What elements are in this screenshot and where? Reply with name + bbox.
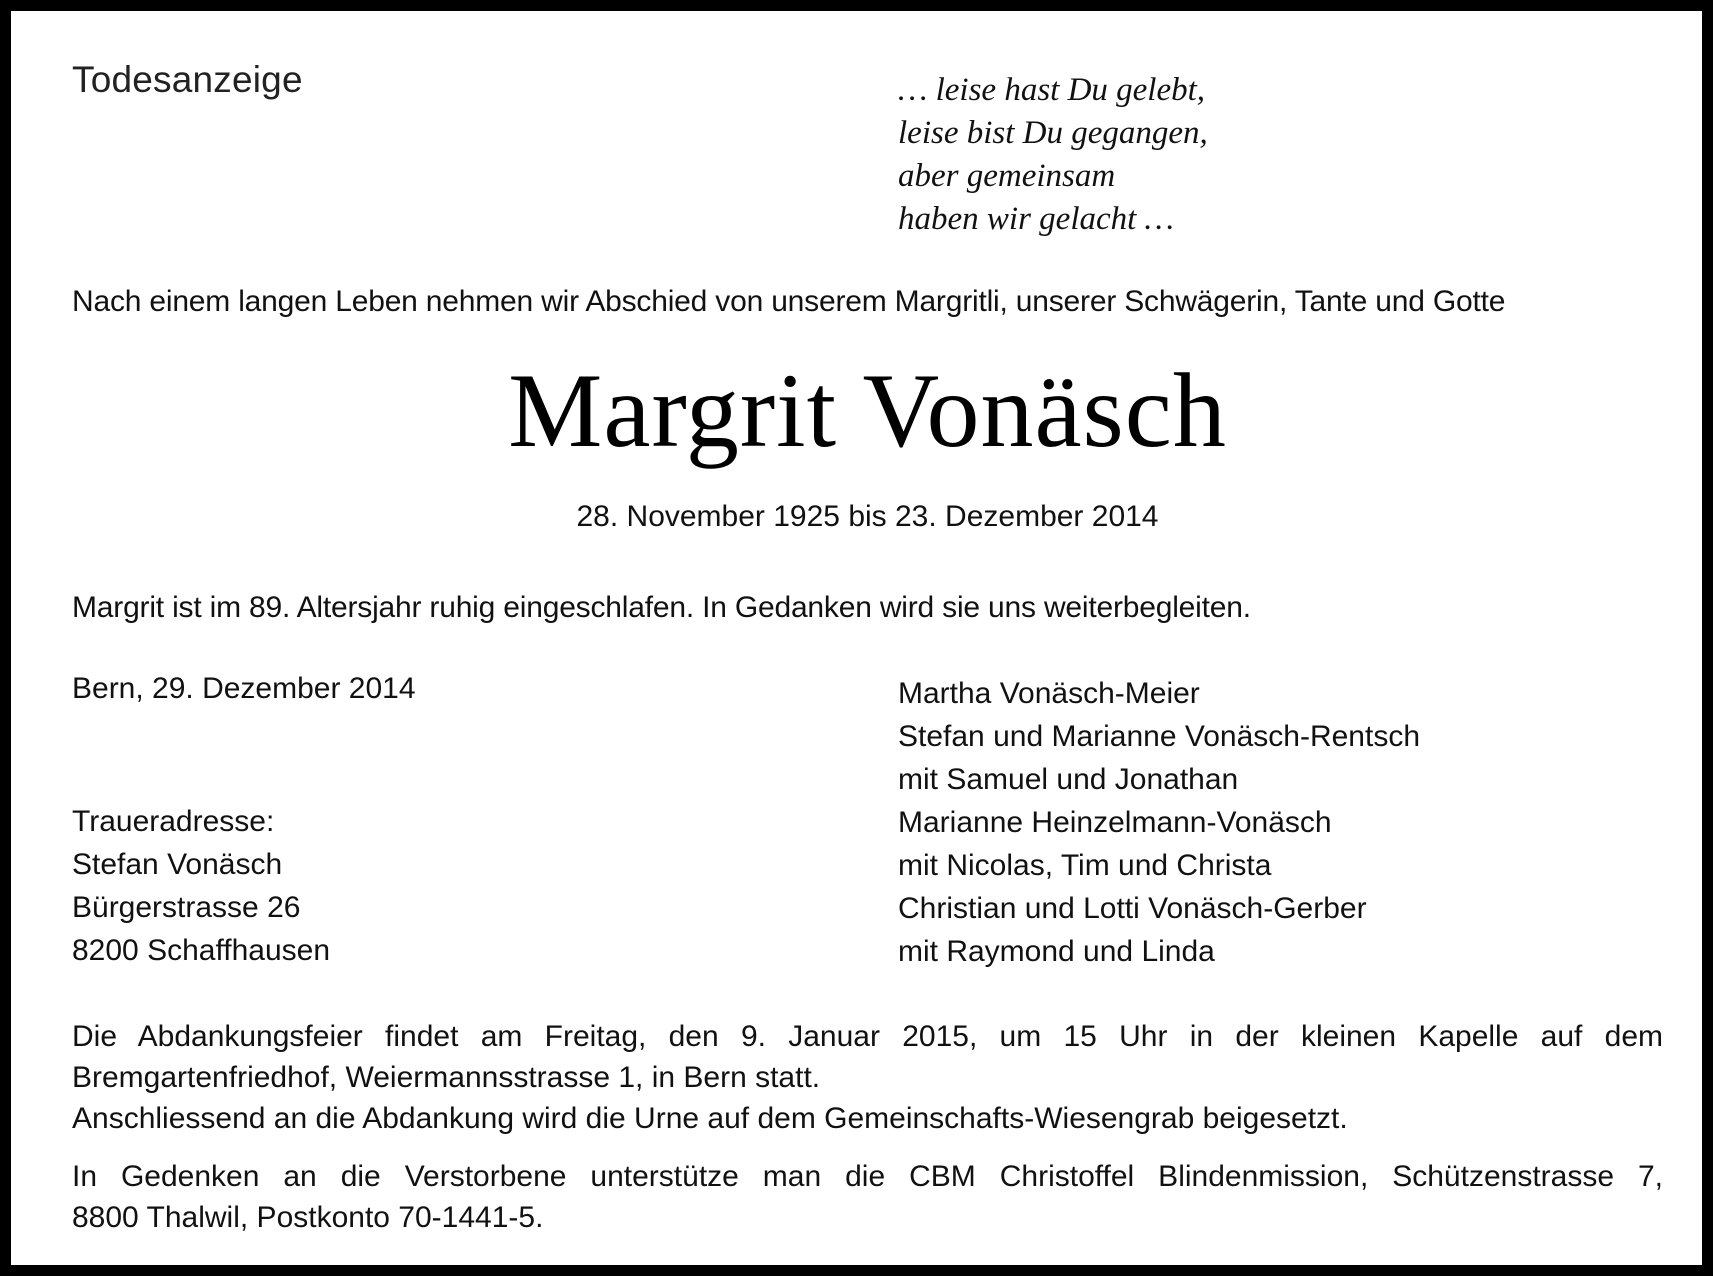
donation-paragraph bbox=[72, 1156, 1663, 1238]
ceremony-line: Bremgartenfriedhof, Weiermannsstrasse 1, in Bern statt. bbox=[72, 1061, 821, 1094]
notice-label: Todesanzeige bbox=[72, 59, 303, 100]
ceremony-line: Anschliessend an die Abdankung wird die Urne auf dem Gemeinschafts-Wiesengrab beigesetzt. bbox=[72, 1102, 1348, 1135]
poem-line: leise bist Du gegangen, bbox=[898, 115, 1208, 151]
address-city: 8200 Schaffhausen bbox=[72, 934, 331, 967]
poem-line: aber gemeinsam bbox=[898, 158, 1116, 194]
deceased-name: Margrit Vonäsch bbox=[508, 352, 1227, 469]
mourner-line: Marianne Heinzelmann-Vonäsch bbox=[898, 806, 1332, 839]
mourner-line: Stefan und Marianne Vonäsch-Rentsch bbox=[898, 720, 1420, 753]
intro-text: Nach einem langen Leben nehmen wir Abschied von unserem Margritli, unserer Schwägerin, Tante und Gotte bbox=[72, 285, 1506, 318]
mourner-line: mit Nicolas, Tim und Christa bbox=[898, 849, 1272, 882]
sleep-text: Margrit ist im 89. Altersjahr ruhig eingeschlafen. In Gedanken wird sie uns weiterbegleiten. bbox=[72, 591, 1251, 624]
donation-line: 8800 Thalwil, Postkonto 70-1441-5. bbox=[72, 1201, 544, 1234]
poem-line: haben wir gelacht … bbox=[898, 201, 1174, 237]
mourning-address bbox=[72, 800, 330, 972]
ceremony-paragraph bbox=[72, 1016, 1663, 1139]
place-date: Bern, 29. Dezember 2014 bbox=[72, 672, 416, 705]
address-name: Stefan Vonäsch bbox=[72, 848, 283, 881]
donation-line: In Gedenken an die Verstorbene unterstütze man die CBM Christoffel Blindenmission, Schützenstrasse 7, bbox=[72, 1160, 1663, 1193]
mourner-line: Christian und Lotti Vonäsch-Gerber bbox=[898, 892, 1367, 925]
ceremony-line: Die Abdankungsfeier findet am Freitag, den 9. Januar 2015, um 15 Uhr in der kleinen Kapelle auf dem bbox=[72, 1020, 1663, 1053]
mourner-line: mit Raymond und Linda bbox=[898, 935, 1215, 968]
life-dates: 28. November 1925 bis 23. Dezember 2014 bbox=[576, 500, 1159, 533]
mourner-line: mit Samuel und Jonathan bbox=[898, 763, 1239, 796]
poem bbox=[898, 69, 1208, 241]
address-heading: Traueradresse: bbox=[72, 805, 275, 838]
address-street: Bürgerstrasse 26 bbox=[72, 891, 301, 924]
mourner-line: Martha Vonäsch-Meier bbox=[898, 677, 1200, 710]
poem-line: … leise hast Du gelebt, bbox=[898, 72, 1206, 108]
mourners-list bbox=[898, 672, 1420, 973]
